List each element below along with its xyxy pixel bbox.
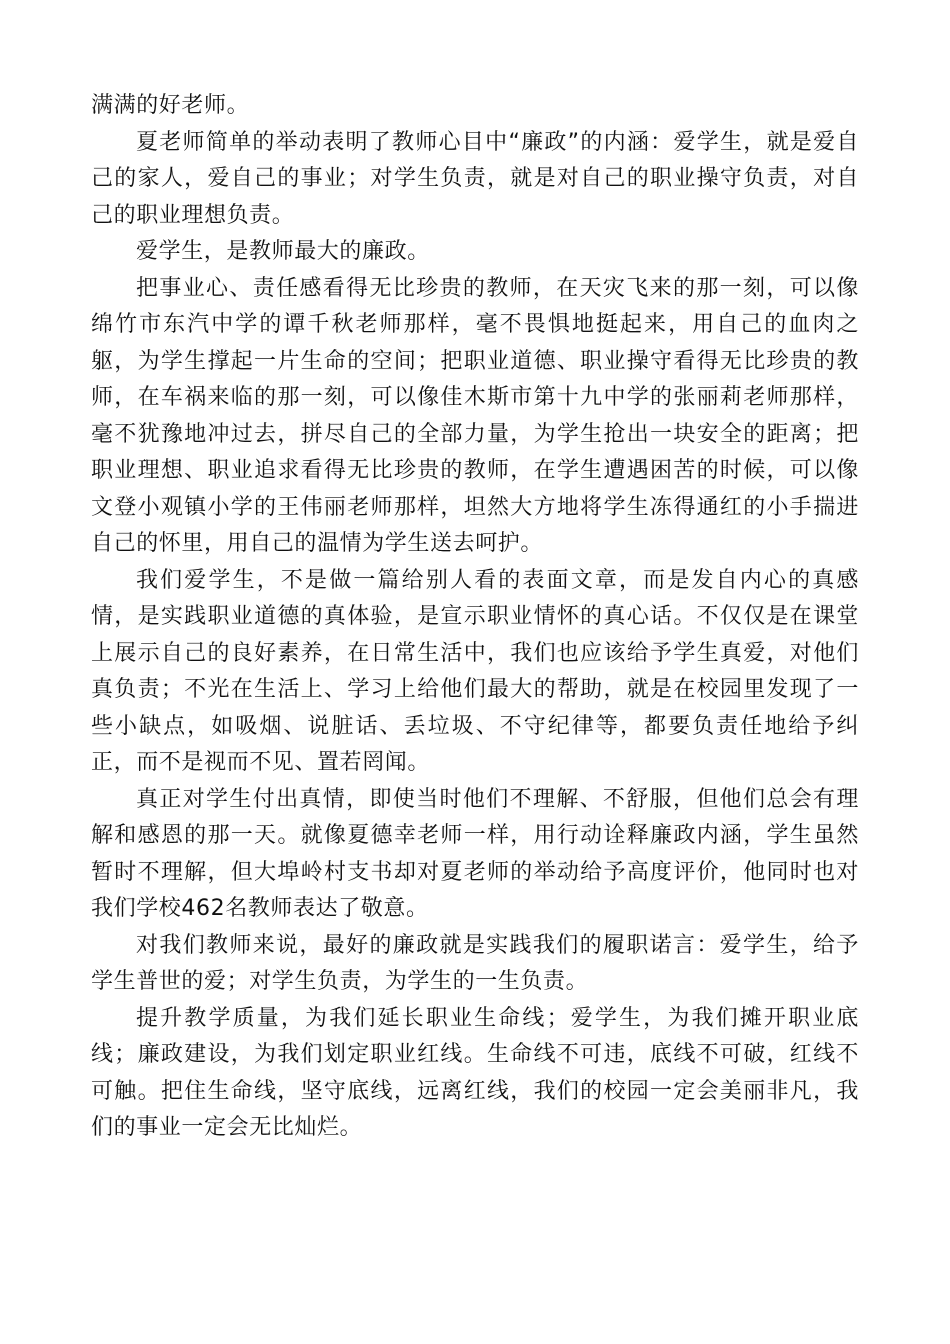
paragraph: 我们爱学生，不是做一篇给别人看的表面文章，而是发自内心的真感情，是实践职业道德的真体验，是宣示职业情怀的真心话。不仅仅是在课堂上展示自己的良好素养，在日常生活中，我们也应该给予学生真爱，对他们真负责；不光在生活上、学习上给他们最大的帮助，就是在校园里发现了一些小缺点，如吸烟、说脏话、丢垃圾、不守纪律等，都要负责任地给予纠正，而不是视而不见、置若罔闻。 [91,567,859,775]
paragraph: 提升教学质量，为我们延长职业生命线；爱学生，为我们摊开职业底线；廉政建设，为我们划定职业红线。生命线不可违，底线不可破，红线不可触。把住生命线，坚守底线，远离红线，我们的校园一定会美丽非凡，我们的事业一定会无比灿烂。 [91,1005,859,1140]
paragraph: 真正对学生付出真情，即使当时他们不理解、不舒服，但他们总会有理解和感恩的那一天。就像夏德幸老师一样，用行动诠释廉政内涵，学生虽然暂时不理解，但大埠岭村支书却对夏老师的举动给予高度评价，他同时也对我们学校462名教师表达了敬意。 [91,786,859,921]
document-body [91,88,859,1147]
paragraph: 对我们教师来说，最好的廉政就是实践我们的履职诺言：爱学生，给予学生普世的爱；对学生负责，为学生的一生负责。 [91,932,859,994]
paragraph: 把事业心、责任感看得无比珍贵的教师，在天灾飞来的那一刻，可以像绵竹市东汽中学的谭千秋老师那样，毫不畏惧地挺起来，用自己的血肉之躯，为学生撑起一片生命的空间；把职业道德、职业操守看得无比珍贵的教师，在车祸来临的那一刻，可以像佳木斯市第十九中学的张丽莉老师那样，毫不犹豫地冲过去，拼尽自己的全部力量，为学生抢出一块安全的距离；把职业理想、职业追求看得无比珍贵的教师，在学生遭遇困苦的时候，可以像文登小观镇小学的王伟丽老师那样，坦然大方地将学生冻得通红的小手揣进自己的怀里，用自己的温情为学生送去呵护。 [91,275,859,556]
paragraph: 夏老师简单的举动表明了教师心目中“廉政”的内涵：爱学生，就是爱自己的家人，爱自己的事业；对学生负责，就是对自己的职业操守负责，对自己的职业理想负责。 [91,129,859,228]
paragraph: 爱学生，是教师最大的廉政。 [136,239,430,264]
paragraph-continuation: 满满的好老师。 [91,93,250,118]
